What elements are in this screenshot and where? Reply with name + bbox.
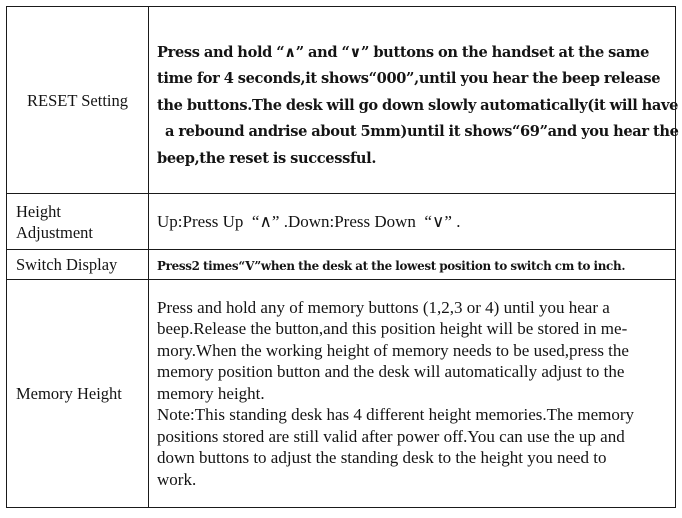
- table-row: [7, 250, 676, 280]
- reset-instructions-cell: [149, 7, 679, 194]
- row-label-height-adjustment: [7, 194, 149, 250]
- memory-line: beep.Release the button,and this position height will be stored in me-: [157, 319, 628, 339]
- memory-line: Press and hold any of memory buttons (1,2,3 or 4) until you hear a: [157, 297, 610, 317]
- memory-line: Note:This standing desk has 4 different height memories.The memory: [157, 405, 634, 425]
- reset-line: beep,the reset is successful.: [157, 149, 377, 167]
- row-label-switch-display: Switch Display: [7, 250, 149, 280]
- table-row: [7, 194, 676, 250]
- reset-line: the buttons.The desk will go down slowly automatically(it will have: [157, 96, 679, 114]
- height-adjustment-cell: [149, 194, 676, 250]
- row-label-line: Adjustment: [16, 222, 93, 242]
- reset-line: time for 4 seconds,it shows“000”,until you hear the beep release: [157, 70, 661, 88]
- switch-display-text: Press2 times“V”when the desk at the lowest position to switch cm to inch.: [157, 259, 626, 273]
- table-row: [7, 7, 676, 194]
- row-label-line: Height: [16, 201, 61, 221]
- memory-line: work.: [157, 469, 197, 489]
- memory-line: memory height.: [157, 383, 265, 403]
- memory-line: mory.When the working height of memory needs to be used,press the: [157, 340, 629, 360]
- memory-line: down buttons to adjust the standing desk to the height you need to: [157, 448, 607, 468]
- memory-height-instructions: [157, 294, 669, 494]
- row-label-memory-height: Memory Height: [7, 280, 149, 508]
- reset-instructions: [157, 14, 679, 187]
- row-label-reset-setting: RESET Setting: [7, 7, 149, 194]
- instructions-table: [6, 6, 679, 508]
- reset-line: Press and hold “∧” and “∨” buttons on the handset at the same: [157, 43, 650, 61]
- memory-line: memory position button and the desk will automatically adjust to the: [157, 362, 625, 382]
- memory-height-cell: [149, 280, 676, 508]
- memory-line: positions stored are still valid after power off.You can use the up and: [157, 426, 625, 446]
- table-row: [7, 280, 676, 508]
- reset-line: a rebound andrise about 5mm)until it shows“69”and you hear the: [165, 123, 679, 141]
- switch-display-cell: [149, 250, 676, 280]
- height-adjustment-text: Up:Press Up “∧” .Down:Press Down “∨” .: [157, 211, 461, 231]
